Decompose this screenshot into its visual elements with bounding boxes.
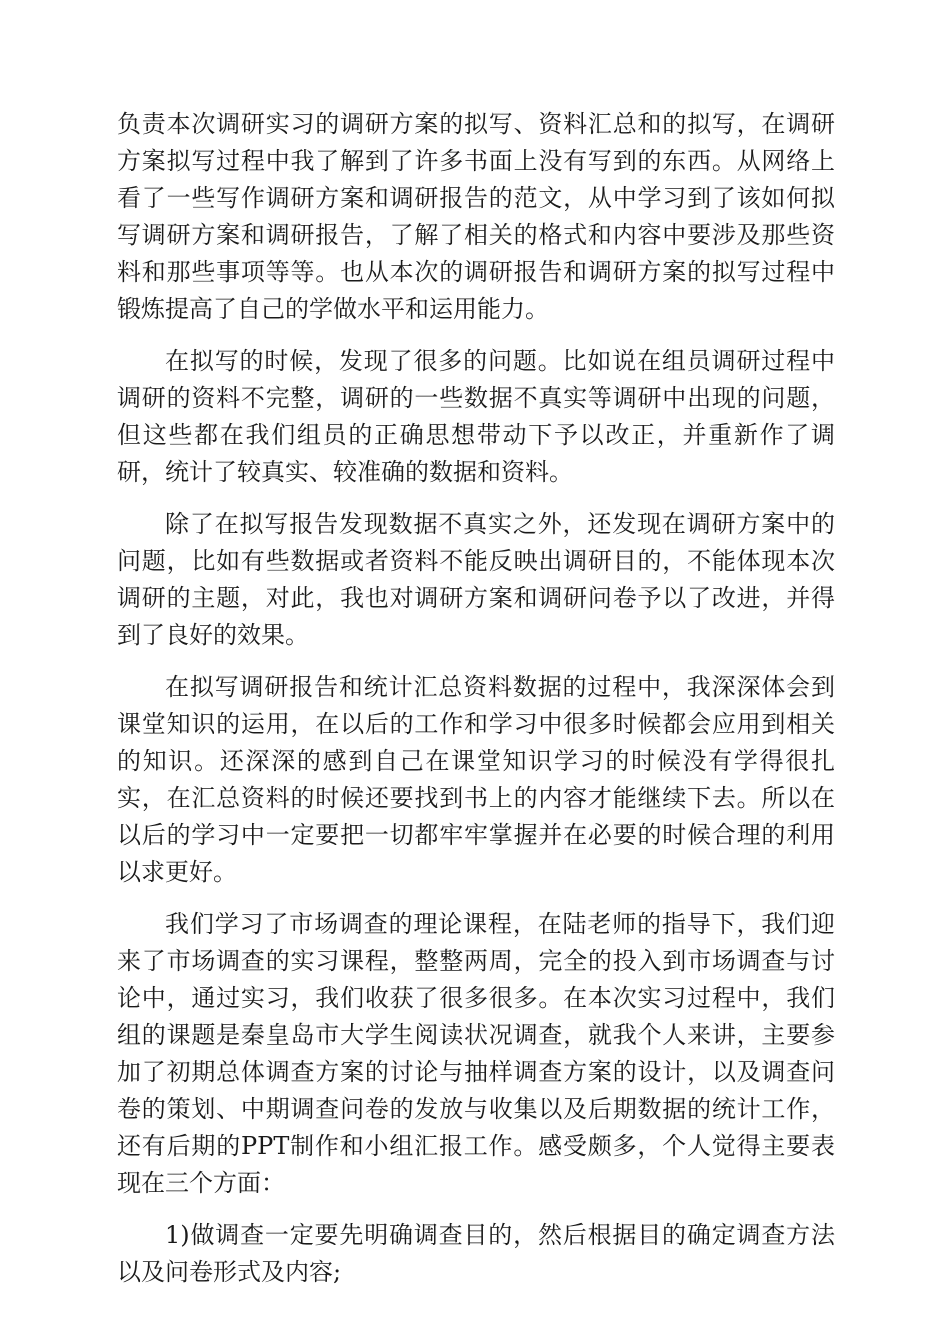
paragraph-3: 除了在拟写报告发现数据不真实之外，还发现在调研方案中的问题，比如有些数据或者资料不能反映出调研目的，不能体现本次调研的主题，对此，我也对调研方案和调研问卷予以了改进，并得到了良好的效果。: [117, 510, 835, 649]
paragraph-1: 负责本次调研实习的调研方案的拟写、资料汇总和的拟写，在调研方案拟写过程中我了解到了许多书面上没有写到的东西。从网络上看了一些写作调研方案和调研报告的范文，从中学习到了该如何拟写调研方案和调研报告，了解了相关的格式和内容中要涉及那些资料和那些事项等等。也从本次的调研报告和调研方案的拟写过程中锻炼提高了自己的学做水平和运用能力。: [117, 110, 835, 323]
document-body: [117, 106, 835, 1306]
paragraph-4: 在拟写调研报告和统计汇总资料数据的过程中，我深深体会到课堂知识的运用，在以后的工作和学习中很多时候都会应用到相关的知识。还深深的感到自己在课堂知识学习的时候没有学得很扎实，在汇总资料的时候还要找到书上的内容才能继续下去。所以在以后的学习中一定要把一切都牢牢掌握并在必要的时候合理的利用以求更好。: [117, 673, 835, 886]
paragraph-6: 1)做调查一定要先明确调查目的，然后根据目的确定调查方法以及问卷形式及内容;: [117, 1221, 835, 1286]
paragraph-5: 我们学习了市场调查的理论课程，在陆老师的指导下，我们迎来了市场调查的实习课程，整整两周，完全的投入到市场调查与讨论中，通过实习，我们收获了很多很多。在本次实习过程中，我们组的课题是秦皇岛市大学生阅读状况调查，就我个人来讲，主要参加了初期总体调查方案的讨论与抽样调查方案的设计，以及调查问卷的策划、中期调查问卷的发放与收集以及后期数据的统计工作，还有后期的PPT制作和小组汇报工作。感受颇多，个人觉得主要表现在三个方面：: [117, 910, 835, 1197]
paragraph-2: 在拟写的时候，发现了很多的问题。比如说在组员调研过程中调研的资料不完整，调研的一些数据不真实等调研中出现的问题，但这些都在我们组员的正确思想带动下予以改正，并重新作了调研，统计了较真实、较准确的数据和资料。: [117, 347, 835, 486]
